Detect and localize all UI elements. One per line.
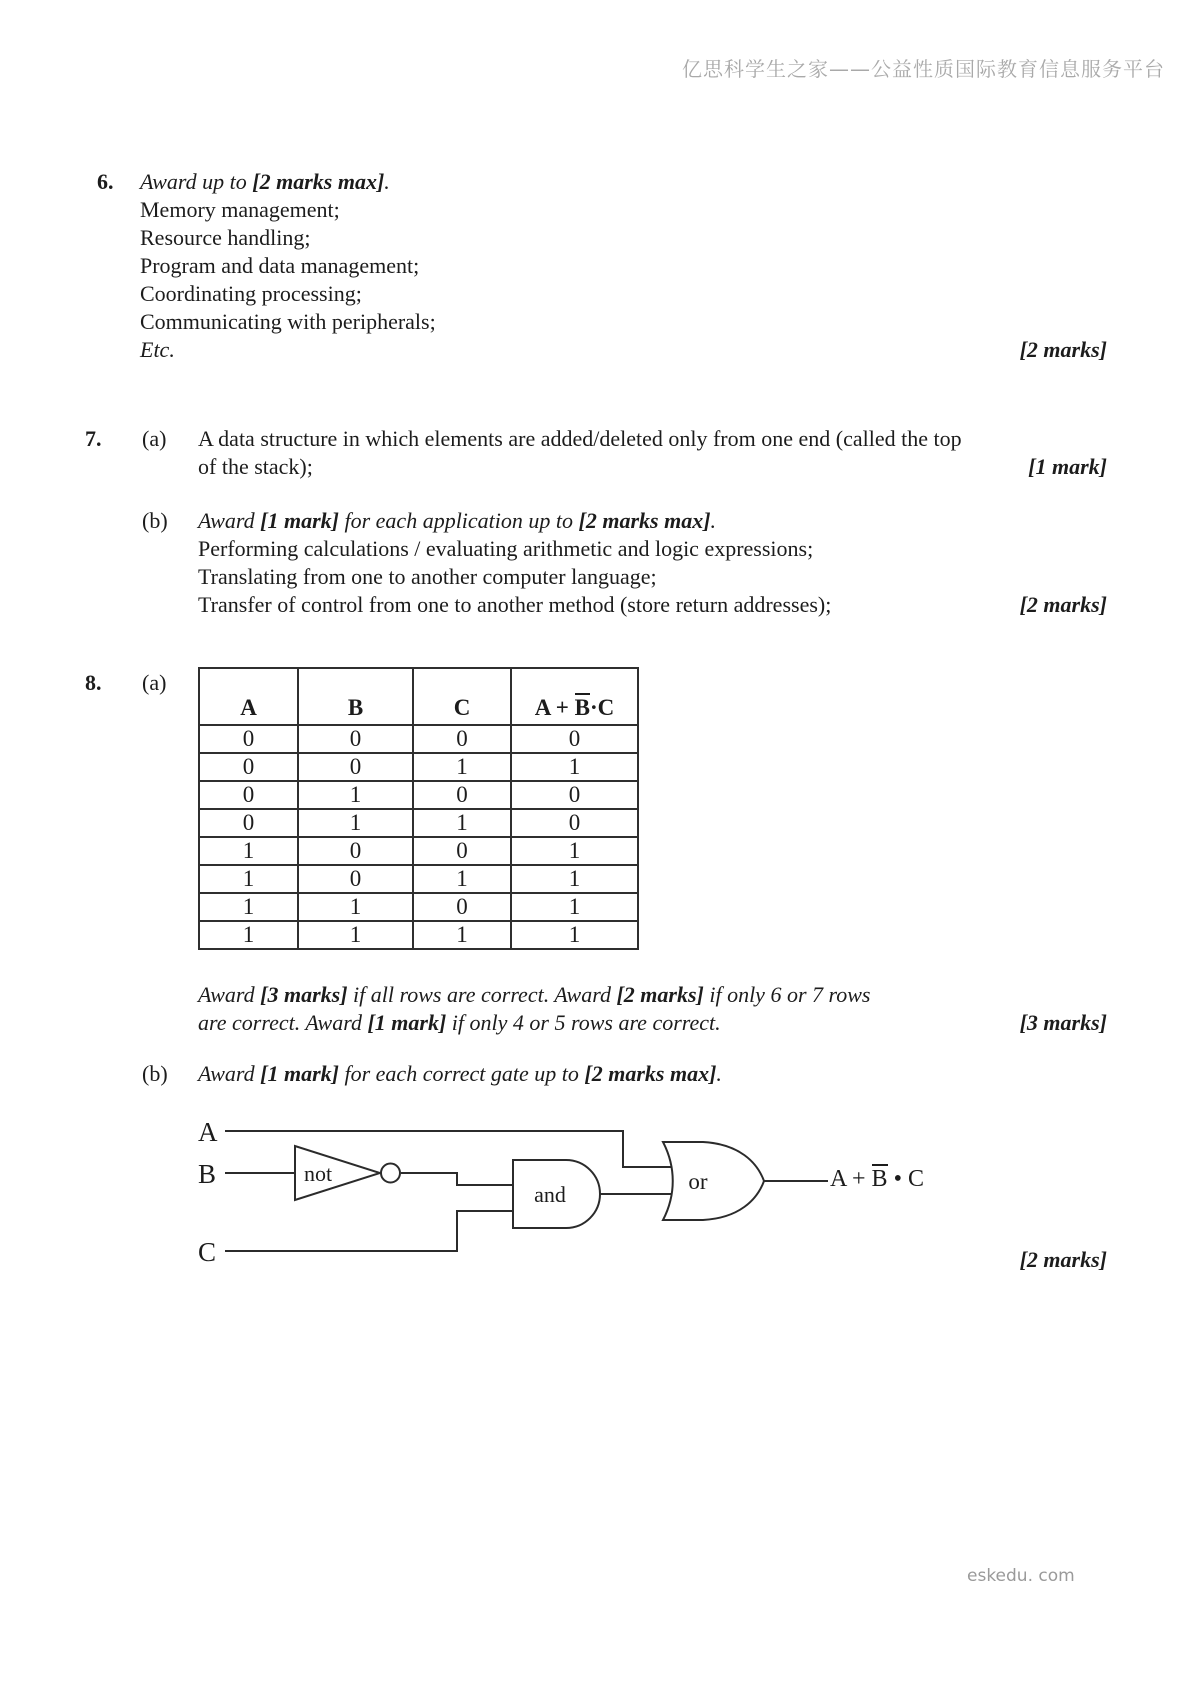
q6-intro-pre: Award up to — [140, 169, 253, 194]
table-cell: 1 — [511, 837, 638, 865]
table-header-c: C — [413, 668, 511, 725]
table-cell: 1 — [199, 837, 298, 865]
table-cell: 0 — [298, 837, 413, 865]
table-row — [199, 837, 638, 865]
output-expr-not-b: B — [871, 1166, 888, 1192]
q8b-intro-s2: for each correct gate up to — [338, 1061, 585, 1086]
q8b-intro — [198, 1060, 722, 1088]
table-header-b: B — [298, 668, 413, 725]
input-a-label: A — [198, 1117, 218, 1147]
note-seg: Award — [198, 982, 261, 1007]
table-cell: 1 — [199, 893, 298, 921]
table-cell: 1 — [511, 753, 638, 781]
list-item: Translating from one to another computer language; — [198, 564, 657, 589]
note-seg: if only 6 or 7 rows — [703, 982, 871, 1007]
expr-not-b: B — [574, 695, 590, 720]
table-cell: 0 — [413, 837, 511, 865]
wire-input-c — [225, 1211, 520, 1251]
q7b-intro-s2: for each application up to — [338, 508, 579, 533]
table-cell: 1 — [413, 809, 511, 837]
q8b-label: (b) — [142, 1061, 168, 1086]
table-cell: 0 — [199, 781, 298, 809]
note-seg-bold: [2 marks] — [616, 982, 704, 1007]
q6-etc: Etc. — [140, 337, 175, 362]
list-item: Resource handling; — [140, 225, 311, 250]
table-cell: 1 — [298, 893, 413, 921]
logic-circuit-diagram — [180, 1100, 960, 1300]
table-row — [199, 865, 638, 893]
list-item: Coordinating processing; — [140, 281, 362, 306]
q8b-intro-b2: [2 marks max] — [584, 1061, 717, 1086]
table-cell: 0 — [511, 781, 638, 809]
table-cell: 1 — [413, 753, 511, 781]
output-expr-post: • C — [887, 1166, 924, 1192]
q6-intro — [140, 168, 390, 196]
table-cell: 0 — [298, 865, 413, 893]
note-seg-bold: [3 marks] — [260, 982, 348, 1007]
or-gate-label: or — [688, 1169, 708, 1194]
table-cell: 1 — [298, 809, 413, 837]
q8b-marks-badge: [2 marks] — [1019, 1247, 1107, 1272]
or-gate-shape — [663, 1142, 764, 1220]
expr-post: ·C — [590, 695, 615, 720]
q7b-label: (b) — [142, 508, 168, 533]
list-item: Communicating with peripherals; — [140, 309, 436, 334]
table-row — [199, 921, 638, 949]
q7b-intro-b2: [2 marks max] — [578, 508, 711, 533]
input-b-label: B — [198, 1159, 217, 1189]
note-seg: if only 4 or 5 rows are correct. — [446, 1010, 721, 1035]
list-item: Program and data management; — [140, 253, 420, 278]
table-cell: 1 — [511, 893, 638, 921]
circuit-output-expression — [830, 1164, 924, 1193]
table-row — [199, 753, 638, 781]
wire-not-to-and — [401, 1173, 520, 1185]
q7b-intro — [198, 507, 716, 535]
table-row — [199, 809, 638, 837]
q7b-intro-s1: Award — [198, 508, 261, 533]
not-gate-label: not — [303, 1161, 333, 1186]
truth-table — [198, 667, 639, 950]
table-header-a: A — [199, 668, 298, 725]
q8a-note-line1 — [198, 981, 871, 1009]
table-row — [199, 725, 638, 753]
q8b-intro-b1: [1 mark] — [260, 1061, 339, 1086]
wire-input-a — [225, 1131, 677, 1167]
note-seg: if all rows are correct. Award — [347, 982, 617, 1007]
table-cell: 0 — [413, 781, 511, 809]
table-cell: 1 — [413, 865, 511, 893]
and-gate-label: and — [534, 1182, 566, 1207]
note-seg-bold: [1 mark] — [367, 1010, 447, 1035]
q8b-intro-s3: . — [716, 1061, 722, 1086]
footer-site-text: eskedu. com — [967, 1566, 1075, 1586]
q6-intro-bold: [2 marks max] — [252, 169, 385, 194]
q8a-marks-badge: [3 marks] — [1019, 1010, 1107, 1035]
q7-number: 7. — [85, 426, 102, 451]
not-gate-bubble — [381, 1164, 400, 1183]
table-header-expression — [511, 668, 638, 725]
table-cell: 0 — [199, 725, 298, 753]
q7b-intro-s3: . — [710, 508, 717, 533]
q8a-label: (a) — [142, 670, 167, 695]
table-cell: 0 — [199, 809, 298, 837]
list-item: Performing calculations / evaluating arithmetic and logic expressions; — [198, 536, 814, 561]
table-row — [199, 781, 638, 809]
table-cell: 0 — [199, 753, 298, 781]
table-cell: 0 — [298, 753, 413, 781]
q6-number: 6. — [97, 169, 114, 194]
list-item: Memory management; — [140, 197, 340, 222]
table-cell: 0 — [413, 725, 511, 753]
table-header-row — [199, 668, 638, 725]
q7a-label: (a) — [142, 426, 167, 451]
table-cell: 0 — [413, 893, 511, 921]
q7a-line2: of the stack); — [198, 454, 313, 479]
list-item: Transfer of control from one to another method (store return addresses); — [198, 592, 832, 617]
q8-number: 8. — [85, 670, 102, 695]
table-cell: 0 — [298, 725, 413, 753]
expr-pre: A + — [534, 695, 575, 720]
q6-intro-post: . — [384, 169, 390, 194]
table-cell: 0 — [511, 725, 638, 753]
table-cell: 1 — [511, 865, 638, 893]
q7a-marks-badge: [1 mark] — [1028, 454, 1107, 479]
table-cell: 1 — [298, 921, 413, 949]
table-cell: 1 — [298, 781, 413, 809]
table-cell: 1 — [199, 921, 298, 949]
table-cell: 1 — [413, 921, 511, 949]
header-site-text: 亿思科学生之家——公益性质国际教育信息服务平台 — [682, 57, 1165, 81]
logic-circuit-svg — [180, 1100, 960, 1300]
q6-marks-badge: [2 marks] — [1019, 337, 1107, 362]
q8b-intro-s1: Award — [198, 1061, 261, 1086]
output-expr-pre: A + — [830, 1166, 872, 1192]
q7b-marks-badge: [2 marks] — [1019, 592, 1107, 617]
q7a-line1: A data structure in which elements are added/deleted only from one end (called the top — [198, 426, 962, 451]
table-cell: 0 — [511, 809, 638, 837]
q7b-intro-b1: [1 mark] — [260, 508, 339, 533]
table-cell: 1 — [511, 921, 638, 949]
input-c-label: C — [198, 1237, 217, 1267]
q8a-note-line2 — [198, 1009, 721, 1037]
note-seg: are correct. Award — [198, 1010, 368, 1035]
table-row — [199, 893, 638, 921]
table-cell: 1 — [199, 865, 298, 893]
